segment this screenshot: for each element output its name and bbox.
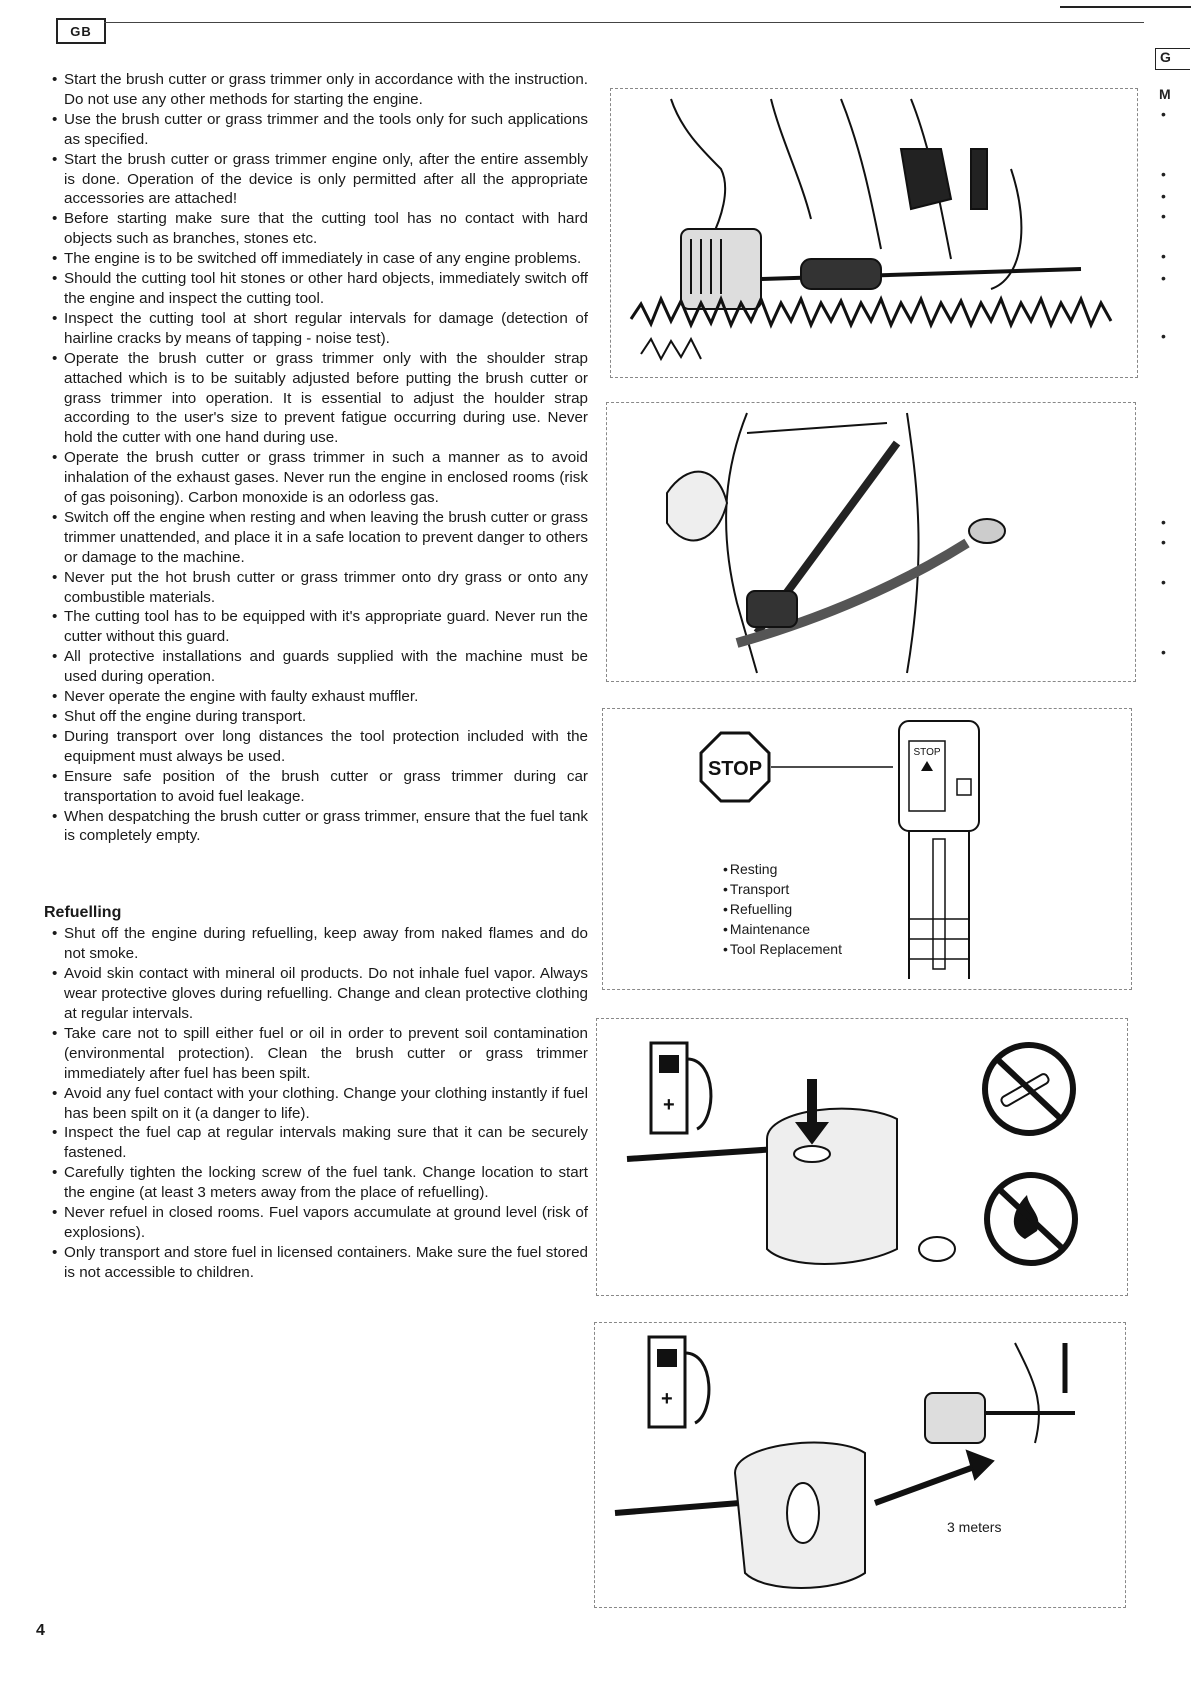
svg-text:+: + <box>661 1388 673 1410</box>
list-item: • Avoid any fuel contact with your clothing. Change your clothing instantly if fuel has been spilt on it (a danger to life). <box>52 1084 588 1124</box>
list-item: • Maintenance <box>723 919 842 939</box>
distance-label: 3 meters <box>947 1519 1002 1535</box>
figure-starting-engine <box>610 88 1138 378</box>
arrow-icon <box>875 1463 985 1503</box>
list-item: • Use the brush cutter or grass trimmer and the tools only for such applications as specified. <box>52 110 588 150</box>
list-item: • Take care not to spill either fuel or oil in order to prevent soil contamination (environmental protection). Clean the brush cutter or grass trimmer immediately after fuel has been spilt. <box>52 1024 588 1084</box>
adjacent-heading: M <box>1159 86 1171 102</box>
list-item: • Never put the hot brush cutter or grass trimmer onto dry grass or onto any combustible materials. <box>52 568 588 608</box>
refuelling-heading: Refuelling <box>44 904 122 922</box>
list-item: • Operate the brush cutter or grass trimmer only with the shoulder strap attached which is to be suitably adjusted before putting the brush cutter or grass trimmer into operation. It is essential to adjust the houlder strap according to the user's size to prevent fatigue occurring during use. Never hold the cutter with one hand during use. <box>52 349 588 449</box>
adjacent-lang-tag: G <box>1155 48 1190 70</box>
safety-list <box>52 70 588 846</box>
list-item: • Never refuel in closed rooms. Fuel vapors accumulate at ground level (risk of explosions). <box>52 1203 588 1243</box>
figure-shoulder-strap <box>606 402 1136 682</box>
stop-switch-illustration <box>603 709 1131 989</box>
list-item: • Only transport and store fuel in licensed containers. Make sure the fuel stored is not accessible to children. <box>52 1243 588 1283</box>
page-number: 4 <box>36 1622 45 1639</box>
list-item: • Resting <box>723 859 842 879</box>
list-item: • Avoid skin contact with mineral oil products. Do not inhale fuel vapor. Always wear protective gloves during refuelling. Change and clean protective clothing at regular intervals. <box>52 964 588 1024</box>
no-flames-icon <box>987 1175 1075 1263</box>
list-item: • Should the cutting tool hit stones or other hard objects, immediately switch off the engine and inspect the cutting tool. <box>52 269 588 309</box>
list-item: • Ensure safe position of the brush cutter or grass trimmer during car transportation to avoid fuel leakage. <box>52 767 588 807</box>
fuel-pump-icon <box>651 1043 711 1133</box>
list-item: • The cutting tool has to be equipped with it's appropriate guard. Never run the cutter without this guard. <box>52 607 588 647</box>
list-item: • All protective installations and guards supplied with the machine must be used during operation. <box>52 647 588 687</box>
list-item: • Switch off the engine when resting and when leaving the brush cutter or grass trimmer unattended, and place it in a safe location to prevent danger to others or damage to the machine. <box>52 508 588 568</box>
list-item: • Inspect the cutting tool at short regular intervals for damage (detection of hairline cracks by means of tapping - noise test). <box>52 309 588 349</box>
text-column <box>44 70 588 1283</box>
header-rule-right <box>1060 6 1191 8</box>
figure-stop-switch <box>602 708 1132 990</box>
list-item: • Before starting make sure that the cutting tool has no contact with hard objects such as branches, stones etc. <box>52 209 588 249</box>
list-item: • Shut off the engine during refuelling, keep away from naked flames and do not smoke. <box>52 924 588 964</box>
language-tag: GB <box>56 18 106 44</box>
list-item: • During transport over long distances the tool protection included with the equipment must always be used. <box>52 727 588 767</box>
switch-label: STOP <box>913 747 941 758</box>
stop-sign-text: STOP <box>707 758 763 780</box>
list-item: • Carefully tighten the locking screw of the fuel tank. Change location to start the engine (at least 3 meters away from the place of refuelling). <box>52 1163 588 1203</box>
starting-engine-illustration <box>611 89 1137 377</box>
refuelling-illustration <box>597 1019 1127 1295</box>
list-item: • Operate the brush cutter or grass trimmer in such a manner as to avoid inhalation of the exhaust gases. Never run the engine in enclosed rooms (risk of gas poisoning). Carbon monoxide is an odorless gas. <box>52 448 588 508</box>
no-smoking-icon <box>985 1045 1073 1133</box>
shoulder-strap-illustration <box>607 403 1135 681</box>
adjacent-page-edge: G M • • • • • • • • • • • <box>1155 48 1191 928</box>
list-item: • Inspect the fuel cap at regular intervals making sure that it can be securely fastened. <box>52 1123 588 1163</box>
refuelling-list <box>52 924 588 1282</box>
three-meters-illustration <box>595 1323 1125 1607</box>
stop-conditions-list <box>723 859 842 959</box>
header-rule <box>104 22 1144 23</box>
figure-refuelling <box>596 1018 1128 1296</box>
list-item: • Transport <box>723 879 842 899</box>
list-item: • Shut off the engine during transport. <box>52 707 588 727</box>
list-item: • Never operate the engine with faulty exhaust muffler. <box>52 687 588 707</box>
list-item: • When despatching the brush cutter or grass trimmer, ensure that the fuel tank is completely empty. <box>52 807 588 847</box>
list-item: • Tool Replacement <box>723 939 842 959</box>
list-item: • The engine is to be switched off immediately in case of any engine problems. <box>52 249 588 269</box>
fuel-pump-icon <box>649 1337 709 1427</box>
figure-three-meters <box>594 1322 1126 1608</box>
svg-text:+: + <box>663 1094 675 1116</box>
list-item: • Start the brush cutter or grass trimmer engine only, after the entire assembly is done. Operation of the device is only permitted after all the appropriate accessories are attached! <box>52 150 588 210</box>
list-item: • Refuelling <box>723 899 842 919</box>
list-item: • Start the brush cutter or grass trimmer only in accordance with the instruction. Do not use any other methods for starting the engine. <box>52 70 588 110</box>
